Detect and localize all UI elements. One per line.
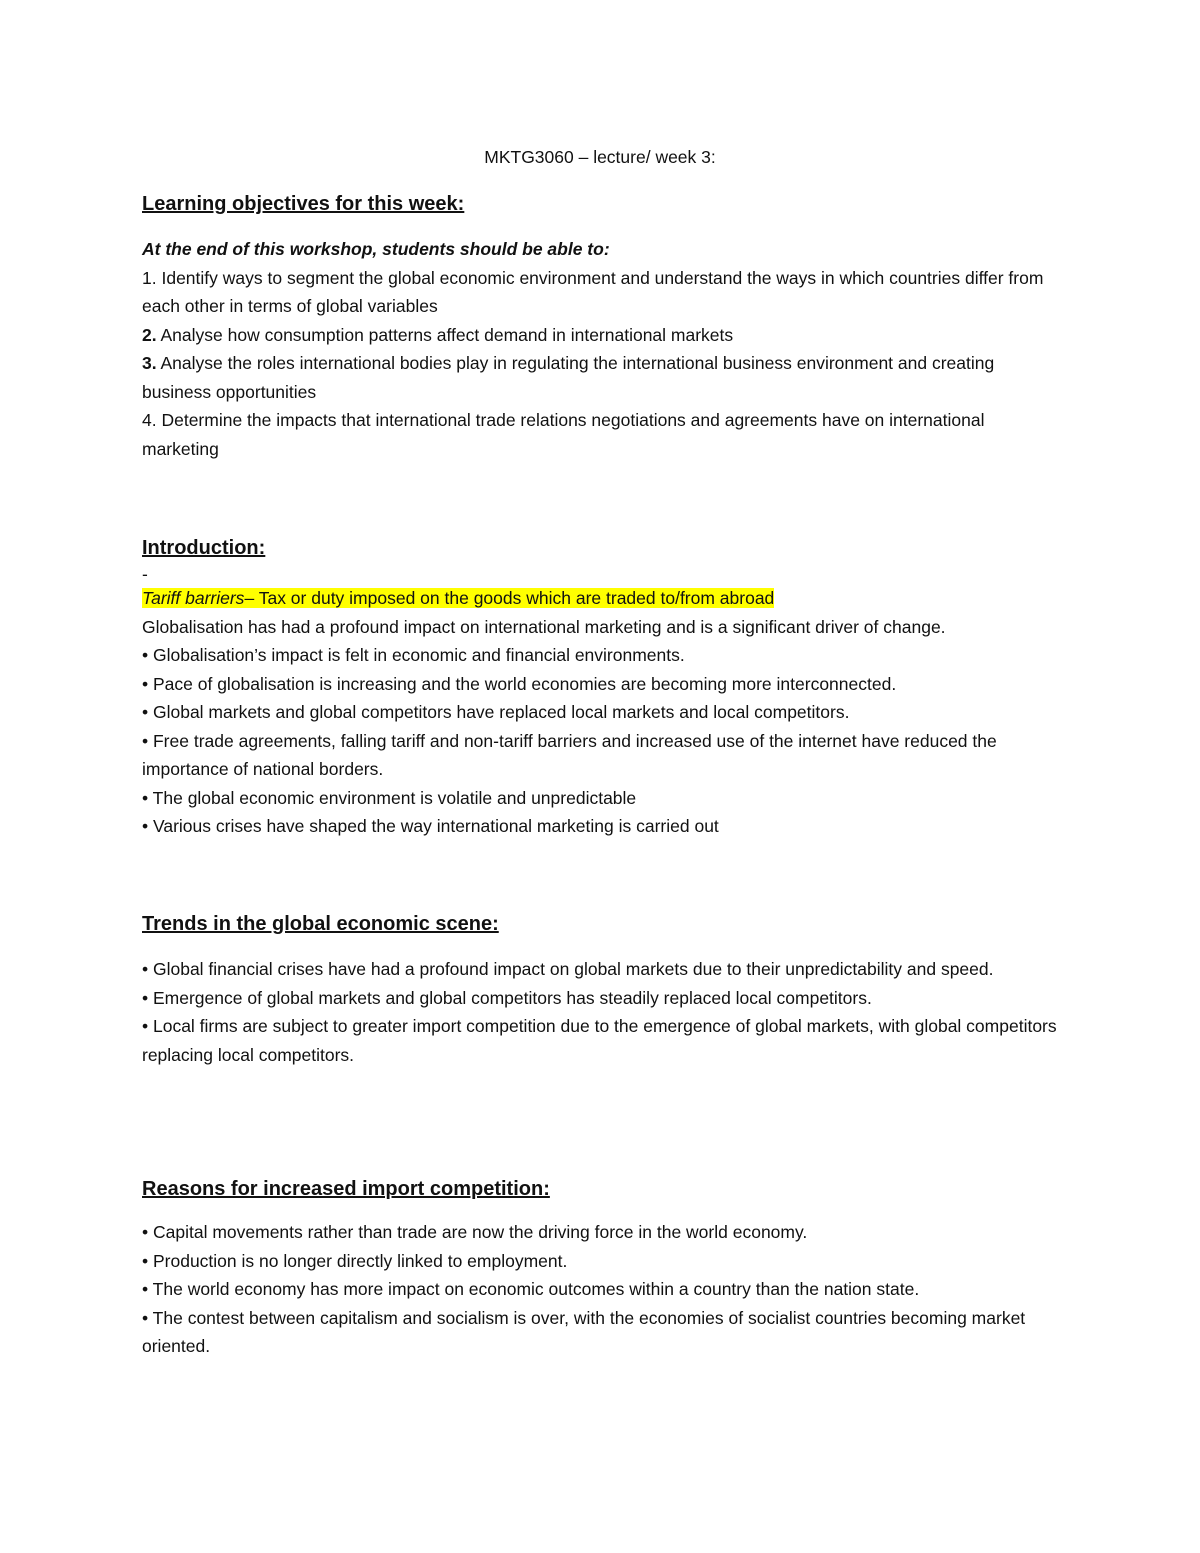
objectives-section (142, 190, 1062, 463)
objective-item (142, 406, 1062, 463)
introduction-section (142, 534, 1062, 841)
trends-section (142, 910, 1062, 1069)
page-title: MKTG3060 – lecture/ week 3: (484, 147, 716, 167)
objectives-intro: At the end of this workshop, students should be able to: (142, 239, 610, 259)
objective-item (142, 321, 1062, 350)
dash-marker: - (142, 564, 148, 584)
list-item: • The contest between capitalism and socialism is over, with the economies of socialist countries becoming market oriented. (142, 1307, 1026, 1356)
tariff-term: Tariff barriers (142, 588, 245, 608)
objective-item (142, 349, 1062, 406)
list-item: • Capital movements rather than trade are now the driving force in the world economy. (142, 1222, 808, 1242)
list-item: • Globalisation’s impact is felt in economic and financial environments. (142, 645, 685, 665)
list-item: • Production is no longer directly linked to employment. (142, 1250, 568, 1271)
objective-text: Analyse the roles international bodies play in regulating the international business environment and creating business opportunities (142, 353, 995, 402)
objective-text: Determine the impacts that international trade relations negotiations and agreements have on international marketing (142, 410, 985, 459)
list-item: • Various crises have shaped the way international marketing is carried out (142, 816, 719, 836)
list-item: • The world economy has more impact on economic outcomes within a country than the nation state. (142, 1279, 920, 1299)
objectives-list (142, 264, 1062, 464)
reasons-bullets (142, 1218, 1062, 1361)
reasons-section (142, 1175, 1062, 1361)
objective-text: Identify ways to segment the global economic environment and understand the ways in which countries differ from each other in terms of global variables (142, 267, 1044, 316)
list-item: • Local firms are subject to greater import competition due to the emergence of global markets, with global competitors replacing local competitors. (142, 1016, 1057, 1065)
list-item: • Emergence of global markets and global competitors has steadily replaced local competitors. (142, 987, 872, 1008)
trends-heading: Trends in the global economic scene: (142, 913, 499, 935)
reasons-heading: Reasons for increased import competition: (142, 1178, 550, 1200)
objective-number: 3. (142, 353, 157, 373)
objective-number: 2. (142, 324, 157, 345)
trends-bullets (142, 955, 1062, 1069)
objectives-heading: Learning objectives for this week: (142, 193, 465, 215)
list-item: • Global markets and global competitors have replaced local markets and local competitors. (142, 702, 850, 722)
objective-item (142, 264, 1062, 321)
objective-number: 1. (142, 267, 157, 288)
introduction-lead: Globalisation has had a profound impact on international marketing and is a significant driver of change. (142, 616, 946, 637)
tariff-definition (142, 584, 1062, 613)
objective-number: 4. (142, 410, 157, 430)
objective-text: Analyse how consumption patterns affect demand in international markets (156, 324, 734, 345)
tariff-def: – Tax or duty imposed on the goods which are traded to/from abroad (244, 588, 775, 608)
tariff-highlight (142, 588, 774, 608)
introduction-heading: Introduction: (142, 537, 266, 559)
list-item: • Global financial crises have had a profound impact on global markets due to their unpredictability and speed. (142, 959, 994, 979)
introduction-bullets (142, 641, 1062, 841)
list-item: • Free trade agreements, falling tariff and non-tariff barriers and increased use of the internet have reduced the importance of national borders. (142, 730, 997, 779)
list-item: • The global economic environment is volatile and unpredictable (142, 787, 637, 808)
list-item: • Pace of globalisation is increasing and the world economies are becoming more interconnected. (142, 673, 897, 694)
